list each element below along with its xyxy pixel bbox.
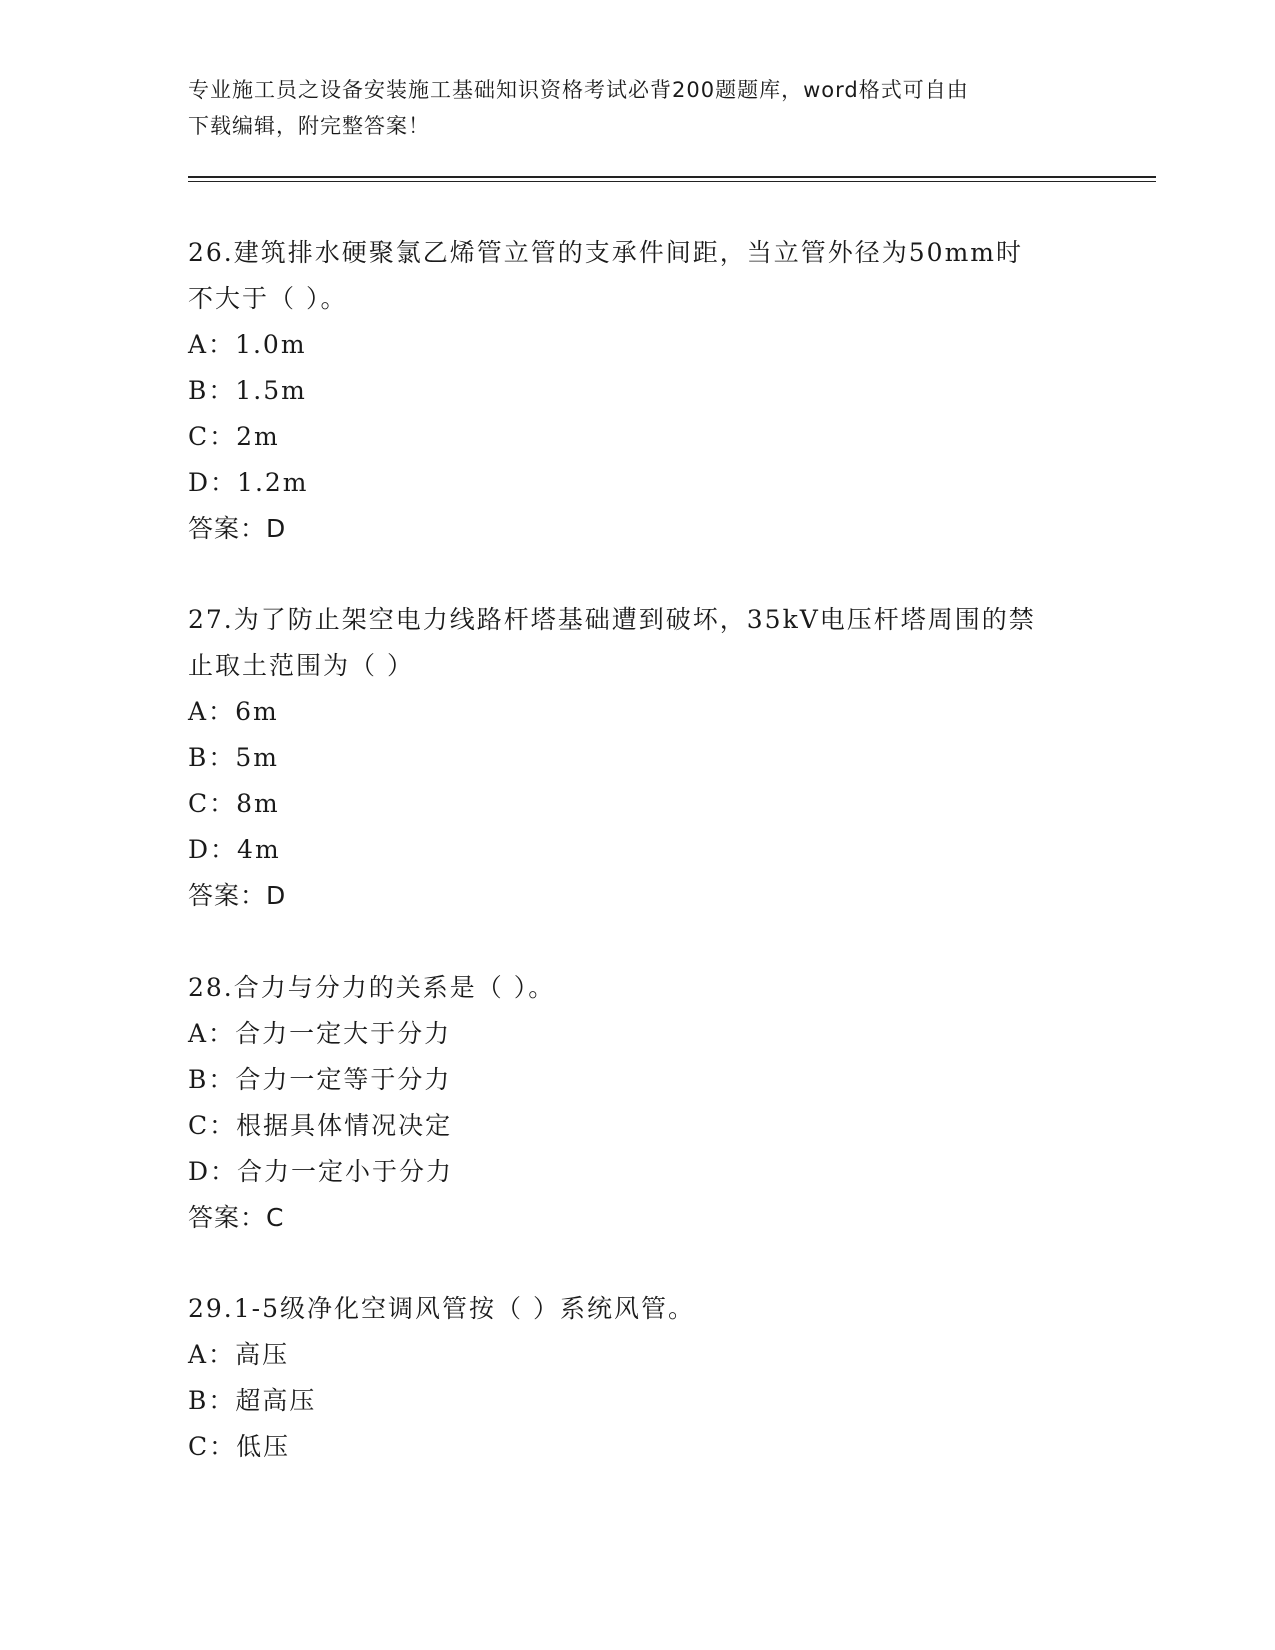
option-d [188,827,1088,873]
option-letter: B： [188,1386,236,1415]
question-26 [188,230,1088,552]
option-d [188,1149,1088,1195]
answer-label: 答案：D [188,514,287,543]
option-text: 合力一定大于分力 [235,1019,452,1048]
option-c [188,414,1088,460]
answer-label: 答案：C [188,1203,285,1232]
option-a [188,689,1088,735]
option-b [188,1057,1088,1103]
option-text: 根据具体情况决定 [236,1111,453,1140]
option-b [188,735,1088,781]
option-letter: A： [188,1019,236,1048]
question-27 [188,597,1088,919]
option-text: 高压 [235,1340,290,1369]
option-d [188,460,1088,506]
option-letter: D： [188,835,238,864]
question-29 [188,1286,1088,1470]
header-divider [188,176,1156,182]
option-c [188,1103,1088,1149]
option-letter: B： [188,1065,236,1094]
option-letter: C： [188,1111,237,1140]
option-a [188,1011,1088,1057]
option-text: 1.5m [235,376,307,405]
document-header [188,72,1088,144]
option-letter: C： [188,1432,237,1461]
question-text-line: 28.合力与分力的关系是（ ）。 [188,973,556,1002]
option-a [188,1332,1088,1378]
option-letter: A： [188,697,236,726]
option-letter: C： [188,422,237,451]
header-line-2: 下载编辑，附完整答案！ [188,114,430,138]
option-letter: C： [188,789,237,818]
question-text-line: 26.建筑排水硬聚氯乙烯管立管的支承件间距，当立管外径为50mm时 [188,238,1023,267]
option-text: 超高压 [235,1386,317,1415]
question-text-line: 不大于（ ）。 [188,284,348,313]
answer-label: 答案：D [188,881,287,910]
option-text: 低压 [236,1432,291,1461]
option-b [188,368,1088,414]
question-text-line: 止取土范围为（ ） [188,651,414,680]
option-text: 8m [236,789,280,818]
option-text: 5m [235,743,279,772]
option-text: 2m [236,422,280,451]
question-text-line: 27.为了防止架空电力线路杆塔基础遭到破坏，35kV电压杆塔周围的禁 [188,605,1036,634]
question-text-line: 29.1-5级净化空调风管按（ ）系统风管。 [188,1294,695,1323]
option-c [188,1424,1088,1470]
option-letter: B： [188,376,236,405]
option-a [188,322,1088,368]
option-letter: A： [188,1340,236,1369]
option-text: 1.0m [235,330,307,359]
option-text: 1.2m [237,468,309,497]
header-line-1: 专业施工员之设备安装施工基础知识资格考试必背200题题库，word格式可自由 [188,78,969,102]
option-text: 6m [235,697,279,726]
option-text: 4m [237,835,281,864]
option-letter: A： [188,330,236,359]
option-text: 合力一定等于分力 [235,1065,452,1094]
option-letter: D： [188,1157,238,1186]
option-b [188,1378,1088,1424]
option-letter: B： [188,743,236,772]
option-c [188,781,1088,827]
question-28 [188,965,1088,1241]
option-letter: D： [188,468,238,497]
option-text: 合力一定小于分力 [237,1157,454,1186]
